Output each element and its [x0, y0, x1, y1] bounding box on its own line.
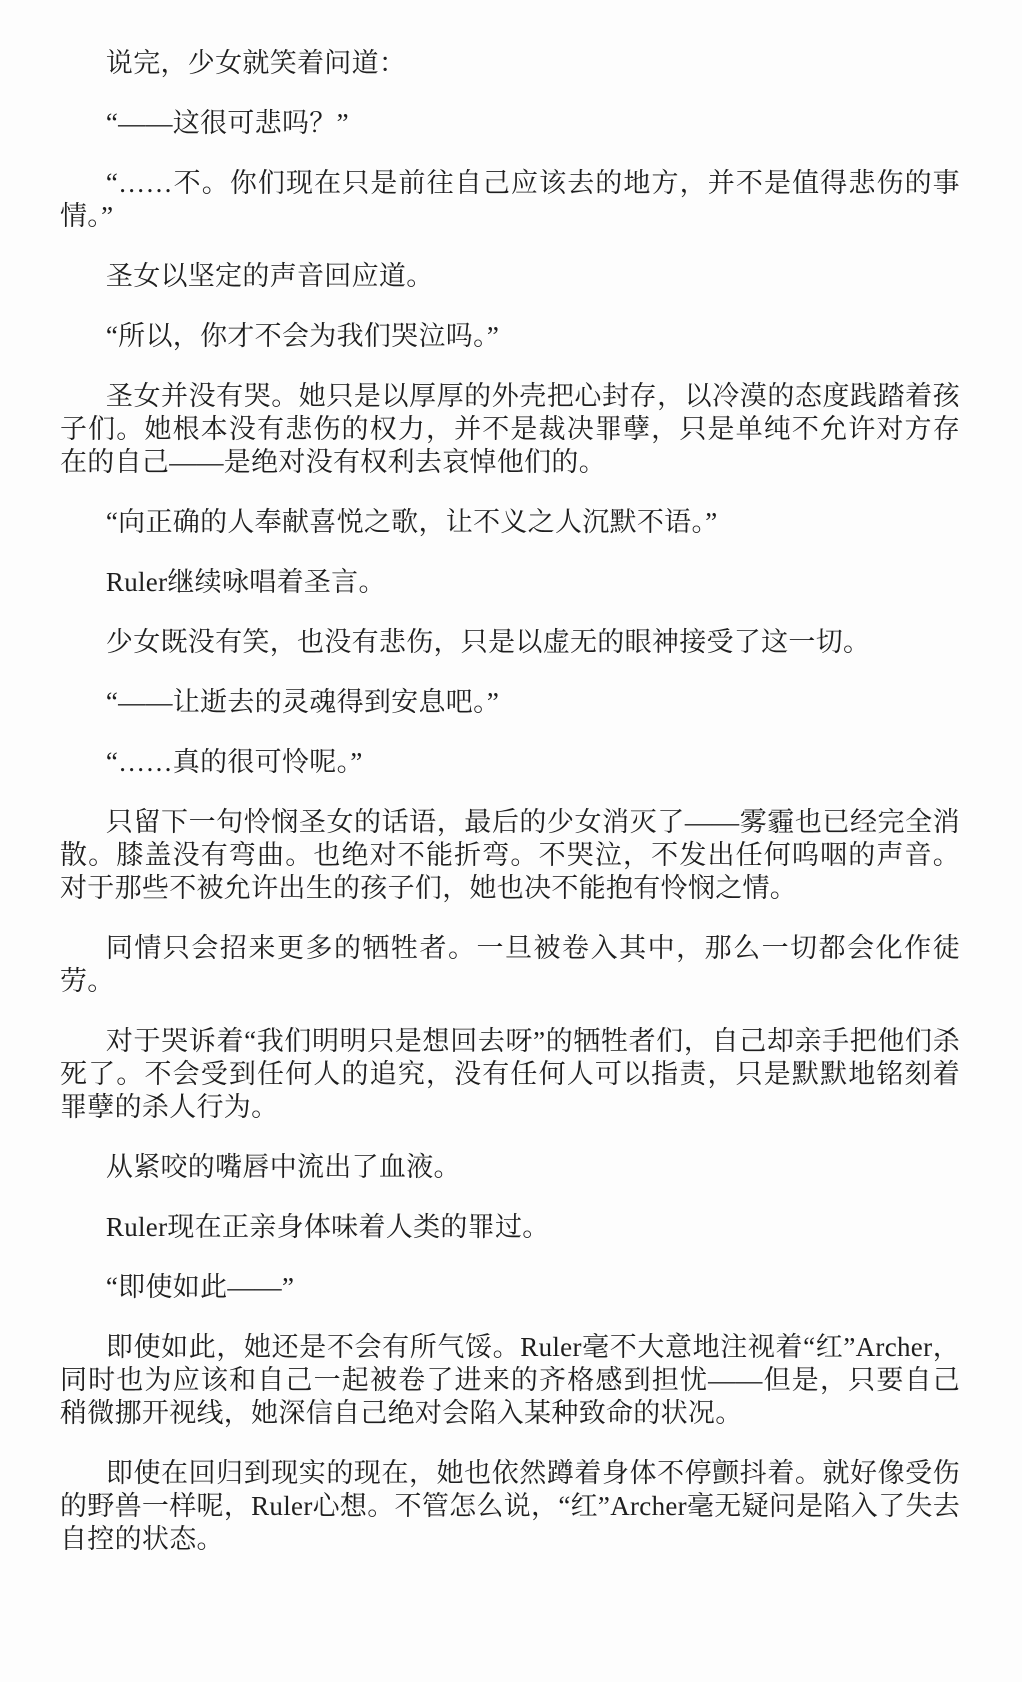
paragraph: 说完，少女就笑着问道：	[105, 48, 407, 78]
paragraph: 圣女并没有哭。她只是以厚厚的外壳把心封存，以冷漠的态度践踏着孩子们。她根本没有悲伤的权力，并不是裁决罪孽，只是单纯不允许对方存在的自己——是绝对没有权利去哀悼他们的。	[60, 381, 960, 477]
paragraph: 少女既没有笑，也没有悲伤，只是以虚无的眼神接受了这一切。	[105, 627, 871, 657]
paragraph: Ruler继续咏唱着圣言。	[105, 567, 386, 597]
paragraph: 只留下一句怜悯圣女的话语，最后的少女消灭了——雾霾也已经完全消散。膝盖没有弯曲。也绝对不能折弯。不哭泣，不发出任何呜咽的声音。对于那些不被允许出生的孩子们，她也决不能抱有怜悯之情。	[60, 807, 960, 903]
paragraph: “即使如此——”	[105, 1272, 295, 1302]
paragraph: Ruler现在正亲身体味着人类的罪过。	[105, 1212, 550, 1242]
paragraph: 即使在回归到现实的现在，她也依然蹲着身体不停颤抖着。就好像受伤的野兽一样呢，Ruler心想。不管怎么说，“红”Archer毫无疑问是陷入了失去自控的状态。	[60, 1458, 960, 1554]
paragraph: “所以，你才不会为我们哭泣吗。”	[105, 321, 500, 351]
paragraph: “向正确的人奉献喜悦之歌，让不义之人沉默不语。”	[105, 507, 718, 537]
paragraph: “……不。你们现在只是前往自己应该去的地方，并不是值得悲伤的事情。”	[60, 168, 960, 231]
paragraph: “——让逝去的灵魂得到安息吧。”	[105, 687, 500, 717]
paragraph: 从紧咬的嘴唇中流出了血液。	[105, 1152, 461, 1182]
paragraph: 对于哭诉着“我们明明只是想回去呀”的牺牲者们，自己却亲手把他们杀死了。不会受到任何人的追究，没有任何人可以指责，只是默默地铭刻着罪孽的杀人行为。	[60, 1026, 960, 1122]
paragraph: 圣女以坚定的声音回应道。	[105, 261, 434, 291]
paragraph: 同情只会招来更多的牺牲者。一旦被卷入其中，那么一切都会化作徒劳。	[60, 933, 960, 996]
paragraph: “……真的很可怜呢。”	[105, 747, 363, 777]
paragraph: 即使如此，她还是不会有所气馁。Ruler毫不大意地注视着“红”Archer，同时也为应该和自己一起被卷了进来的齐格感到担忧——但是，只要自己稍微挪开视线，她深信自己绝对会陷入某种致命的状况。	[60, 1332, 960, 1428]
paragraph: “——这很可悲吗？”	[105, 108, 349, 138]
